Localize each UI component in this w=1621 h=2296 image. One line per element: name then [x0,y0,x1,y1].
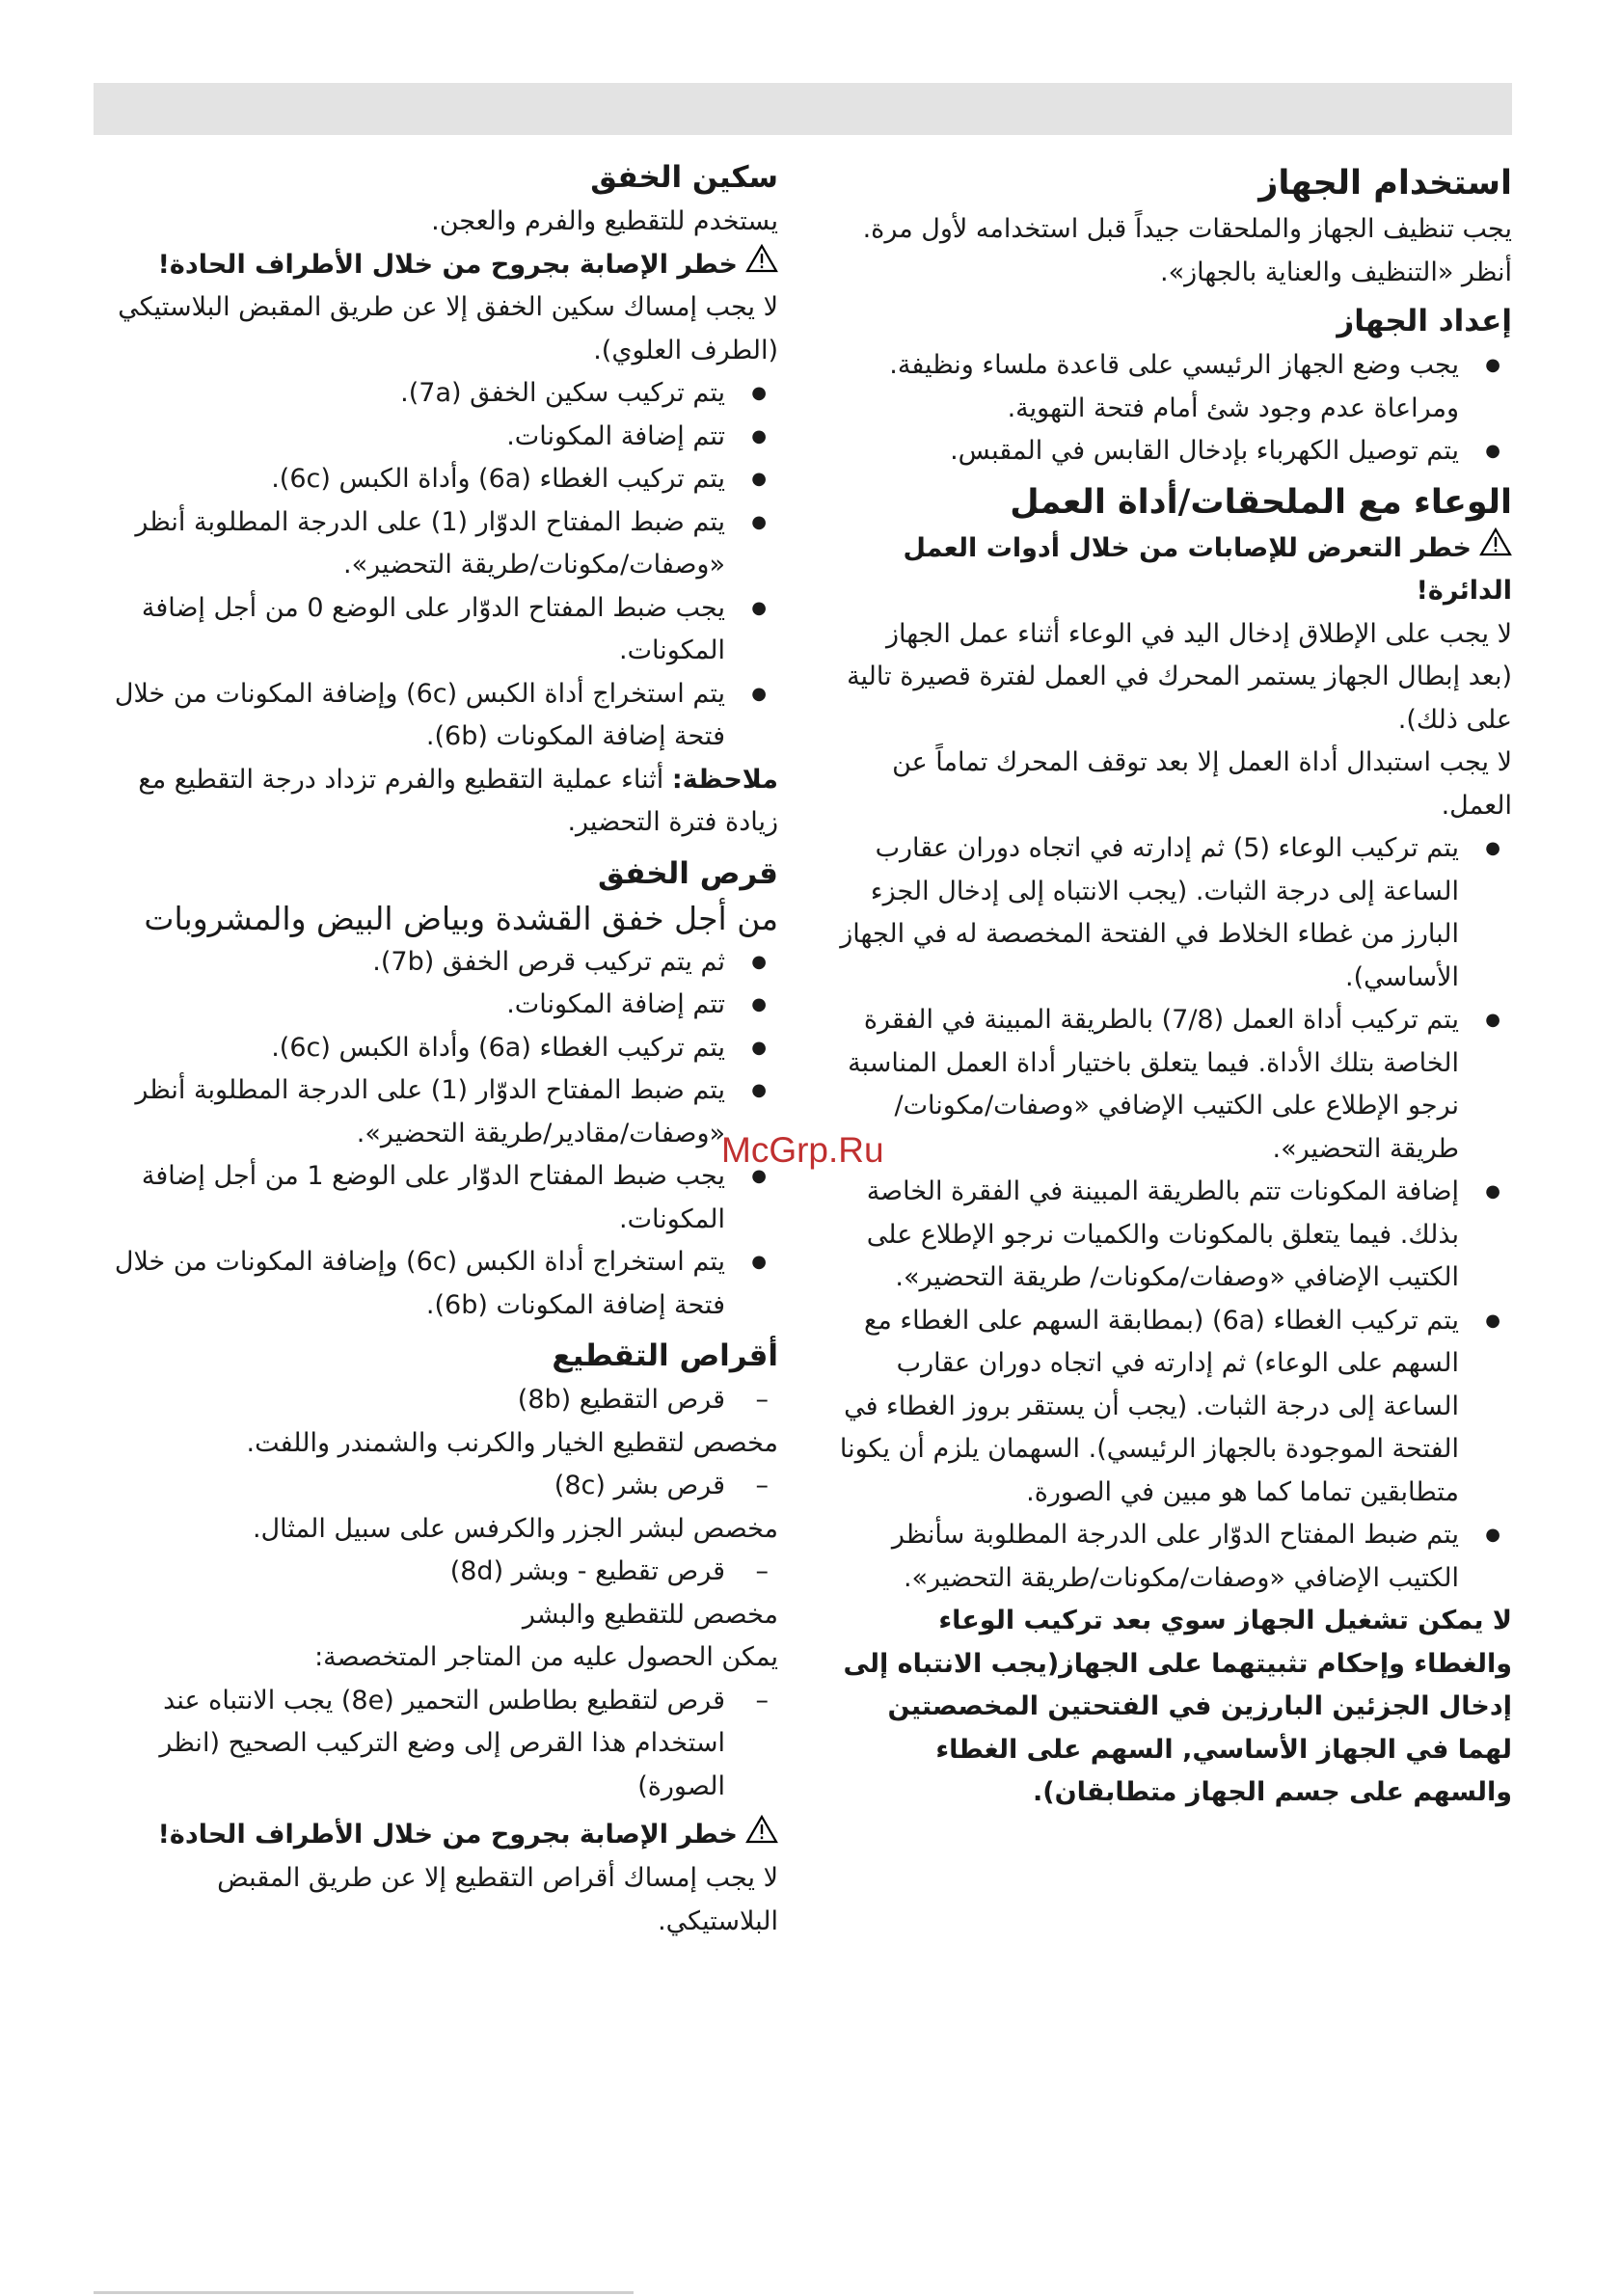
disc-description: مخصص لتقطيع الخيار والكرنب والشمندر واللفت. [246,1427,778,1458]
section-title-slicing-discs: أقراص التقطيع [552,1338,778,1374]
warning-triangle-icon [745,244,778,287]
list-item: ● يتم ضبط المفتاح الدوّار على الدرجة المطلوبة سأنظر الكتيب الإضافي «وصفات/مكونات/طريقة التحضير». [837,1514,1512,1600]
list-item: ● ثم يتم تركيب قرص الخفق (7b). [94,941,778,985]
whisk-disc-subtitle: من أجل خفق القشدة وبياض البيض والمشروبات [144,899,778,937]
warning-text: لا يجب إمساك سكين الخفق إلا عن طريق المقبض البلاستيكي (الطرف العلوي). [118,292,778,365]
warning-triangle-icon [745,1815,778,1858]
whisk-steps-list [94,941,778,1328]
warning-title [837,527,1512,613]
list-item: – قرص لتقطيع بطاطس التحمير (8e) يجب الانتباه عند استخدام هذا القرص إلى وضع التركيب الصحيح (انظر الصورة) [94,1680,778,1809]
list-item: – قرص تقطيع - وبشر (8d) [94,1551,778,1594]
list-item: ● يتم استخراج أداة الكبس (6c) وإضافة المكونات من خلال فتحة إضافة المكونات (6b). [94,1241,778,1327]
disc-description: مخصص للتقطيع والبشر [522,1599,778,1630]
list-item: ● يجب ضبط المفتاح الدوّار على الوضع 1 من أجل إضافة المكونات. [94,1155,778,1241]
list-item: ● يتم ضبط المفتاح الدوّار (1) على الدرجة المطلوبة أنظر «وصفات/مكونات/طريقة التحضير». [94,501,778,587]
availability-text: يمكن الحصول عليه من المتاجر المتخصصة: [314,1642,778,1673]
discs-list-2 [94,1465,778,1508]
discs-list [94,1379,778,1422]
section-title-blade: سكين الخفق [590,160,778,195]
warning-text: لا يجب على الإطلاق إدخال اليد في الوعاء أثناء عمل الجهاز (بعد إبطال الجهاز يستمر المحرك في العمل لفترة قصيرة تالية على ذلك). [847,618,1512,735]
warning-title-text: خطر الإصابة بجروح من خلال الأطراف الحادة! [157,249,738,280]
list-item: ● يتم تركيب الغطاء (6a) وأداة الكبس (6c). [94,458,778,501]
blade-steps-list [94,372,778,759]
list-item: ● يتم تركيب الغطاء (6a) وأداة الكبس (6c). [94,1027,778,1070]
list-item: – قرص التقطيع (8b) [94,1379,778,1422]
list-item: ● إضافة المكونات تتم بالطريقة المبينة في الفقرة الخاصة بذلك. فيما يتعلق بالمكونات والكميات نرجو الإطلاع على الكتيب الإضافي «وصفات/مكونات/ طريقة التحضير». [837,1171,1512,1300]
list-item: ● تتم إضافة المكونات. [94,984,778,1027]
section-title-setup: إعداد الجهاز [1337,304,1512,338]
section-title-whisk-disc: قرص الخفق [598,855,778,891]
blade-intro: يستخدم للتقطيع والفرم والعجن. [431,206,778,236]
list-item: ● يتم تركيب أداة العمل (7/8) بالطريقة المبينة في الفقرة الخاصة بتلك الأداة. فيما يتعلق باختيار أداة العمل المناسبة نرجو الإطلاع على الكتيب الإضافي «وصفات/مكونات/طريقة التحضير». [837,999,1512,1171]
footer-rule [94,2291,634,2294]
list-item: ● يتم تركيب سكين الخفق (7a). [94,372,778,416]
warning-title-text: خطر التعرض للإصابات من خلال أدوات العمل الدائرة! [903,532,1512,607]
note-label: ملاحظة: [671,764,778,795]
list-item: ● يجب ضبط المفتاح الدوّار على الوضع 0 من أجل إضافة المكونات. [94,587,778,673]
warning-title [94,1814,778,1857]
section-title-using-device: استخدام الجهاز [1258,164,1512,203]
warning-triangle-icon [1479,527,1512,571]
list-item: ● يتم تركيب الغطاء (6a) (بمطابقة السهم على الغطاء مع السهم على الوعاء) ثم إدارته في اتجاه دوران عقارب الساعة إلى درجة الثبات. (يجب أن يستقر بروز الغطاء في الفتحة الموجودة بالجهاز الرئيسي). السهمان يلزم أن يكونا متطابقين تماما كما هو مبين في الصورة. [837,1300,1512,1515]
right-column [837,154,1512,1815]
warning-title-text: خطر الإصابة بجروح من خلال الأطراف الحادة! [157,1820,738,1850]
setup-list [837,344,1512,473]
list-item: ● تتم إضافة المكونات. [94,416,778,459]
intro-text: يجب تنظيف الجهاز والملحقات جيداً قبل استخدامه لأول مرة. أنظر «التنظيف والعناية بالجهاز». [862,214,1512,287]
list-item: – قرص بشر (8c) [94,1465,778,1508]
final-warning: لا يمكن تشغيل الجهاز سوي بعد تركيب الوعاء والغطاء وإحكام تثبيتهما على الجهاز(يجب الانتباه إلى إدخال الجزئين البارزين في الفتحتين المخصصتين لهما في الجهاز الأساسي, السهم على الغطاء والسهم على جسم الجهاز متطابقان). [843,1606,1512,1808]
discs-list-3 [94,1551,778,1594]
warning-text: لا يجب إمساك أقراص التقطيع إلا عن طريق المقبض البلاستيكي. [217,1863,778,1936]
list-item: ● يتم توصيل الكهرباء بإدخال القابس في المقبس. [837,430,1512,473]
discs-list-4 [94,1680,778,1809]
section-title-bowl: الوعاء مع الملحقات/أداة العمل [1010,482,1512,522]
steps-list [837,827,1512,1600]
watermark: McGrp.Ru [721,1130,884,1170]
list-item: ● يتم ضبط المفتاح الدوّار (1) على الدرجة المطلوبة أنظر «وصفات/مقادير/طريقة التحضير». [94,1069,778,1155]
warning-text-2: لا يجب استبدال أداة العمل إلا بعد توقف المحرك تماماً عن العمل. [892,747,1512,821]
note [94,759,778,845]
list-item: ● يجب وضع الجهاز الرئيسي على قاعدة ملساء ونظيفة. ومراعاة عدم وجود شئ أمام فتحة التهوية. [837,344,1512,430]
list-item: ● يتم تركيب الوعاء (5) ثم إدارته في اتجاه دوران عقارب الساعة إلى درجة الثبات. (يجب الانتباه إلى إدخال الجزء البارز من غطاء الخلاط في الفتحة المخصصة له في الجهاز الأساسي). [837,827,1512,999]
note-text: أثناء عملية التقطيع والفرم تزداد درجة التقطيع مع زيادة فترة التحضير. [138,764,778,838]
header-bar [94,83,1512,135]
warning-title [94,244,778,287]
left-column [94,154,778,1943]
disc-description: مخصص لبشر الجزر والكرفس على سبيل المثال. [252,1513,778,1544]
list-item: ● يتم استخراج أداة الكبس (6c) وإضافة المكونات من خلال فتحة إضافة المكونات (6b). [94,673,778,759]
